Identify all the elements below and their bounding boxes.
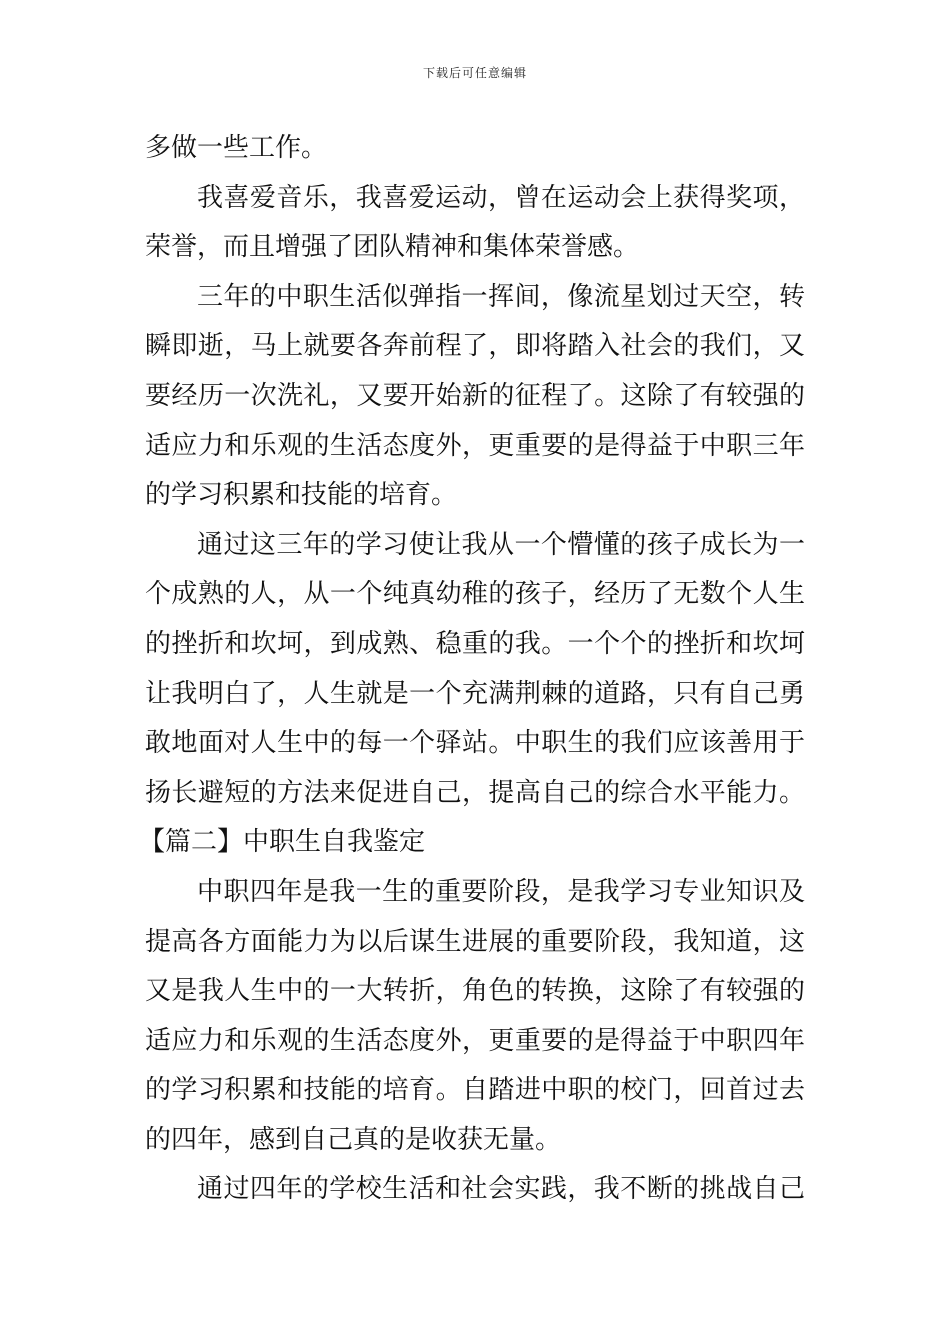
text-line: 荣誉，而且增强了团队精神和集体荣誉感。 <box>145 232 640 263</box>
text-line: 适应力和乐观的生活态度外，更重要的是得益于中职三年 <box>145 430 805 461</box>
text-line: 提高各方面能力为以后谋生进展的重要阶段，我知道，这 <box>145 926 805 957</box>
text-line: 敢地面对人生中的每一个驿站。中职生的我们应该善用于 <box>145 728 805 759</box>
section-heading: 【篇二】中职生自我鉴定 <box>139 827 426 858</box>
text-line: 让我明白了，人生就是一个充满荆棘的道路，只有自己勇 <box>145 678 805 709</box>
text-line: 个成熟的人，从一个纯真幼稚的孩子，经历了无数个人生 <box>145 579 805 610</box>
paragraph-first-line: 我喜爱音乐，我喜爱运动，曾在运动会上获得奖项， <box>197 182 805 213</box>
paragraph-first-line: 通过这三年的学习使让我从一个懵懂的孩子成长为一 <box>197 529 805 560</box>
text-line: 的学习积累和技能的培育。 <box>145 480 458 511</box>
text-line: 要经历一次洗礼，又要开始新的征程了。这除了有较强的 <box>145 380 805 411</box>
text-line: 的挫折和坎坷，到成熟、稳重的我。一个个的挫折和坎坷 <box>145 628 805 659</box>
paragraph-first-line: 三年的中职生活似弹指一挥间，像流星划过天空，转 <box>197 281 805 312</box>
text-line: 的学习积累和技能的培育。自踏进中职的校门，回首过去 <box>145 1075 805 1106</box>
text-line: 的四年，感到自己真的是收获无量。 <box>145 1124 562 1155</box>
text-line: 多做一些工作。 <box>145 133 328 163</box>
text-line: 适应力和乐观的生活态度外，更重要的是得益于中职四年 <box>145 1025 805 1056</box>
text-line: 又是我人生中的一大转折，角色的转换，这除了有较强的 <box>145 976 805 1007</box>
text-line: 瞬即逝，马上就要各奔前程了，即将踏入社会的我们，又 <box>145 331 805 362</box>
paragraph-first-line: 中职四年是我一生的重要阶段，是我学习专业知识及 <box>197 876 805 907</box>
page-header: 下载后可任意编辑 <box>422 66 527 80</box>
document-body <box>139 124 805 1215</box>
paragraph-first-line: 通过四年的学校生活和社会实践，我不断的挑战自己 <box>197 1174 805 1205</box>
text-line: 扬长避短的方法来促进自己，提高自己的综合水平能力。 <box>145 777 805 808</box>
